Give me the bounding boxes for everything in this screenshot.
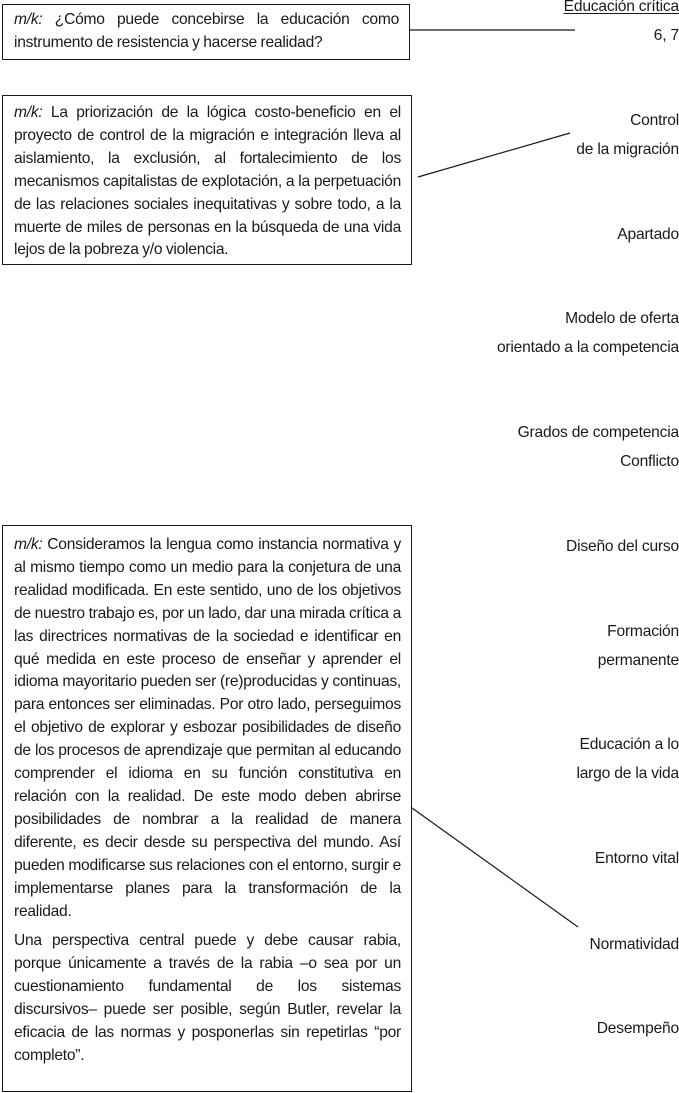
annotation-paragraph bbox=[14, 102, 401, 262]
margin-keyword-line: 6, 7 bbox=[653, 27, 679, 44]
margin-keyword-line: Normatividad bbox=[589, 936, 679, 953]
margin-keyword-line: Modelo de oferta bbox=[565, 310, 679, 327]
margin-keyword-modelo-oferta bbox=[497, 305, 679, 362]
margin-keyword-entorno-vital bbox=[595, 845, 679, 874]
margin-keyword-formacion-permanente bbox=[598, 618, 679, 675]
margin-keyword-educacion-vida bbox=[576, 731, 679, 788]
margin-keyword-normatividad bbox=[590, 931, 679, 960]
annotation-paragraph bbox=[14, 534, 401, 923]
margin-keyword-page-ref bbox=[654, 22, 679, 51]
mk-label: m/k: bbox=[14, 104, 43, 121]
margin-keyword-line: de la migración bbox=[576, 140, 679, 158]
margin-keyword-line: Control bbox=[630, 112, 679, 129]
annotation-text: La priorización de la lógica costo-beneficio en el proyecto de control de la migración e integración lleva al aislamiento, la exclusión, al fortalecimiento de los mecanismos capitalistas de explotación, a la perpetuación de las relaciones sociales inequitativas y sobre todo, a la muerte de miles de personas en la búsqueda de una vida lejos de la pobreza y/o violencia. bbox=[14, 104, 401, 259]
annotation-paragraph bbox=[14, 9, 399, 55]
margin-keyword-desempeno bbox=[597, 1015, 679, 1044]
connector-line-normatividad bbox=[412, 808, 578, 927]
margin-keyword-educacion-critica bbox=[564, 0, 679, 22]
annotation-box-migration-control bbox=[2, 95, 412, 265]
annotation-paragraph bbox=[14, 930, 401, 1067]
margin-keyword-grados-competencia bbox=[518, 419, 679, 476]
margin-keyword-line: Educación a lo bbox=[579, 736, 679, 753]
annotation-box-resistance bbox=[2, 4, 410, 60]
margin-keyword-line: Desempeño bbox=[596, 1020, 679, 1037]
margin-keyword-line: Educación crítica bbox=[563, 0, 679, 15]
margin-keyword-line: Diseño del curso bbox=[566, 538, 679, 555]
margin-keyword-line: Grados de competencia bbox=[517, 424, 679, 441]
mk-label: m/k: bbox=[14, 11, 43, 28]
mk-label: m/k: bbox=[14, 536, 43, 553]
margin-keyword-line: largo de la vida bbox=[576, 764, 679, 782]
annotation-text: Consideramos la lengua como instancia normativa y al mismo tiempo como un medio para la conjetura de una realidad modificada. En este sentido, uno de los objetivos de nuestro trabajo es, por un lado, dar una mirada crítica a las directrices normativas de la sociedad e identificar en qué medida en este proceso de enseñar y aprender el idioma mayoritario pueden ser (re)producidas y continuas, para entonces ser eliminadas. Por otro lado, perseguimos el objetivo de explorar y esbozar posibilidades de diseño de los procesos de aprendizaje que permitan al educando comprender el idioma en su función constitutiva en relación con la realidad. De este modo deben abrirse posibilidades de nombrar a la realidad de manera diferente, es decir desde su perspectiva del mundo. Así pueden modificarse sus relaciones con el entorno, surgir e implementarse planes para la transformación de la realidad. bbox=[14, 536, 401, 920]
margin-keyword-diseno-curso bbox=[566, 533, 679, 562]
margin-keyword-apartado bbox=[617, 221, 679, 250]
margin-keyword-line: orientado a la competencia bbox=[496, 338, 679, 356]
margin-keyword-line: Conflicto bbox=[620, 452, 679, 470]
margin-keyword-line: Apartado bbox=[617, 226, 679, 243]
margin-keyword-line: Entorno vital bbox=[594, 850, 679, 867]
margin-keyword-control-migracion bbox=[576, 107, 679, 164]
connector-line-control-migracion bbox=[418, 133, 570, 177]
margin-keyword-line: Formación bbox=[607, 623, 679, 640]
margin-keyword-line: permanente bbox=[597, 651, 679, 669]
annotation-box-normativity bbox=[2, 525, 412, 1092]
annotation-text: Una perspectiva central puede y debe causar rabia, porque únicamente a través de la rabia –o sea por un cuestionamiento fundamental de los sistemas discursivos– puede ser posible, según Butler, revelar la eficacia de las normas y posponerlas sin repetirlas “por completo”. bbox=[14, 932, 401, 1064]
annotation-text: ¿Cómo puede concebirse la educación como instrumento de resistencia y hacerse realidad? bbox=[14, 11, 399, 51]
